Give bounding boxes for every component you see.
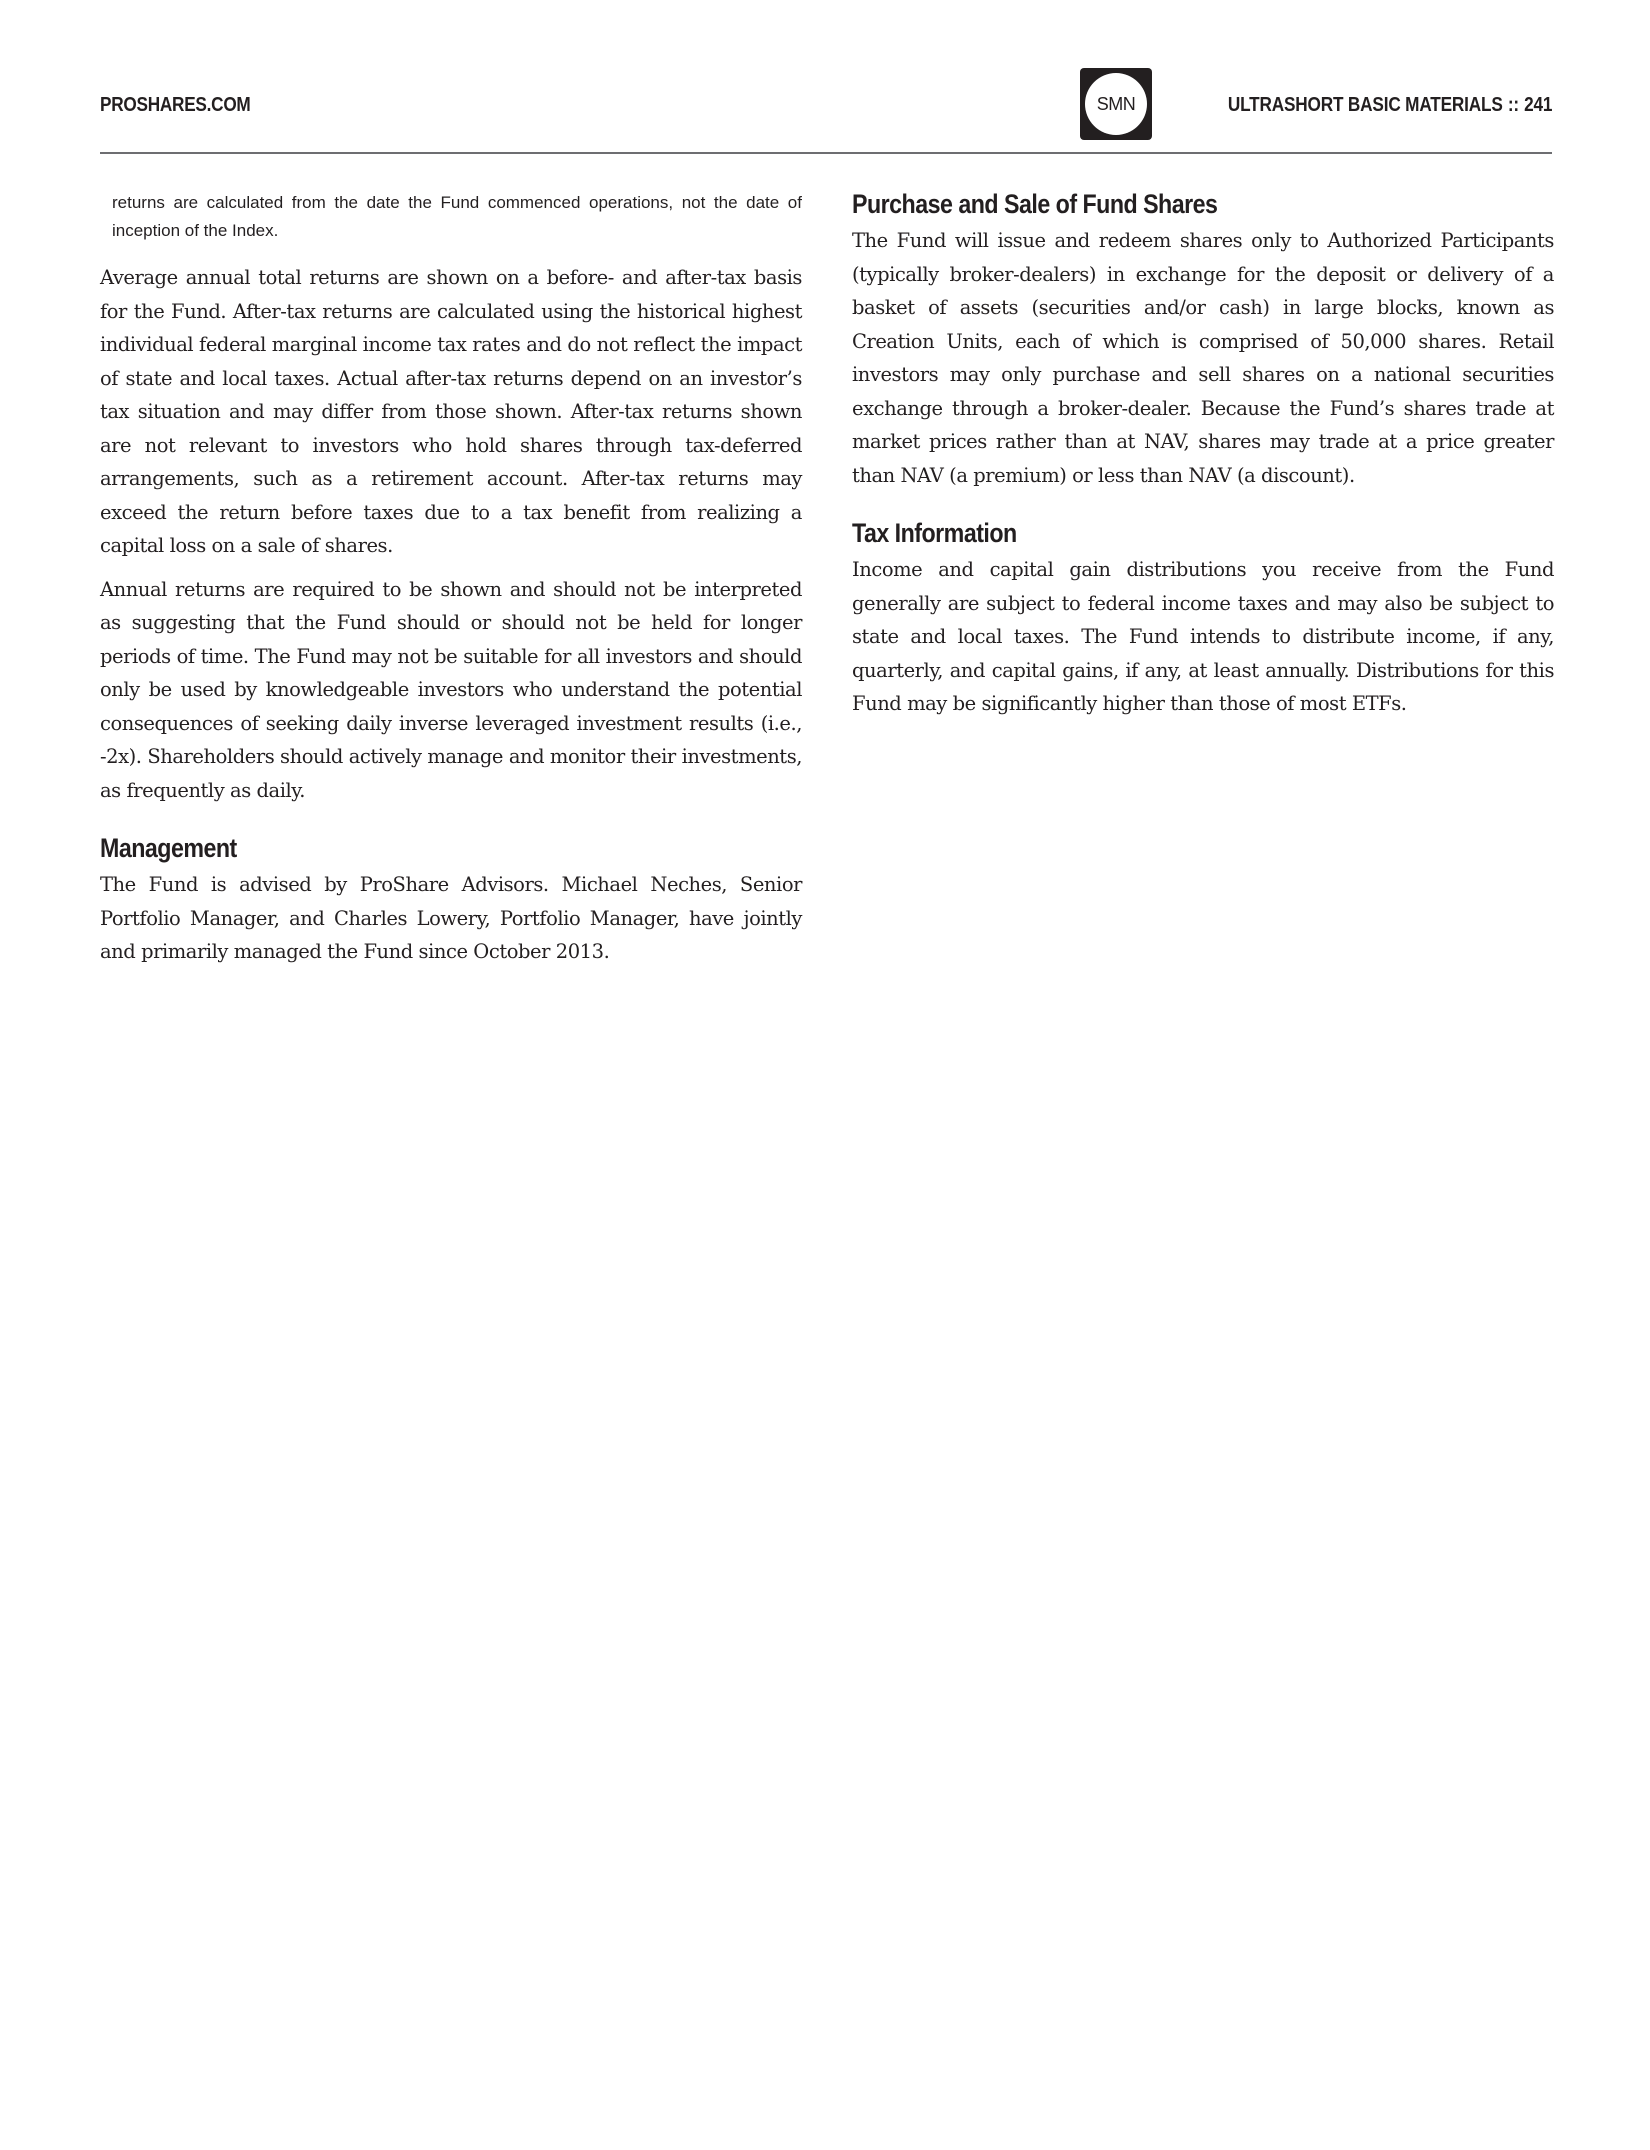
after-tax-returns-paragraph: Average annual total returns are shown on a before- and after-tax basis for the Fund. After-tax returns are calculated using the historical highest individual federal marginal income tax rates and do not reflect the impact of state and local taxes. Actual after-tax returns depend on an investor’s tax situation and may differ from those shown. After-tax returns shown are not relevant to investors who hold shares through tax-deferred arrangements, such as a retirement account. After-tax returns may exceed the return before taxes due to a tax benefit from realizing a capital loss on a sale of shares. — [100, 266, 802, 557]
management-heading: Management — [100, 833, 237, 863]
header-fund-title — [1228, 94, 1552, 117]
page-header — [100, 58, 1552, 150]
tax-information-heading: Tax Information — [852, 518, 1017, 548]
ticker-badge — [1080, 68, 1152, 140]
fund-name: ULTRASHORT BASIC MATERIALS — [1227, 94, 1503, 116]
purchase-sale-paragraph: The Fund will issue and redeem shares only to Authorized Participants (typically broker-dealers) in exchange for the deposit or delivery of a basket of assets (securities and/or cash) in large blocks, known as Creation Units, each of which is comprised of 50,000 shares. Retail investors may only purchase and sell shares on a national securities exchange through a broker-dealer. Because the Fund’s shares trade at market prices rather than at NAV, shares may trade at a price greater than NAV (a premium) or less than NAV (a discount). — [852, 229, 1554, 487]
header-separator: :: — [1507, 94, 1519, 116]
tax-information-paragraph: Income and capital gain distributions you receive from the Fund generally are subject to federal income taxes and may also be subject to state and local taxes. The Fund intends to distribute income, if any, quarterly, and capital gains, if any, at least annually. Distributions for this Fund may be significantly higher than those of most ETFs. — [852, 558, 1554, 715]
management-paragraph: The Fund is advised by ProShare Advisors. Michael Neches, Senior Portfolio Manager, and Charles Lowery, Portfolio Manager, have jointly and primarily managed the Fund since October 2013. — [100, 873, 802, 963]
purchase-sale-heading: Purchase and Sale of Fund Shares — [852, 189, 1218, 219]
left-column — [100, 185, 802, 979]
page-number: 241 — [1523, 94, 1552, 116]
right-column — [852, 185, 1554, 731]
ticker-badge-label: SMN — [1085, 73, 1147, 135]
site-url[interactable]: PROSHARES.COM — [100, 94, 251, 116]
annual-returns-paragraph: Annual returns are required to be shown and should not be interpreted as suggesting that the Fund should or should not be held for longer periods of time. The Fund may not be suitable for all investors and should only be used by knowledgeable investors who understand the potential consequences of seeking daily inverse leveraged investment results (i.e., -2x). Shareholders should actively manage and monitor their investments, as frequently as daily. — [100, 577, 802, 802]
header-divider — [100, 152, 1552, 154]
footnote-text: returns are calculated from the date the Fund commenced operations, not the date of inception of the Index. — [112, 193, 802, 240]
